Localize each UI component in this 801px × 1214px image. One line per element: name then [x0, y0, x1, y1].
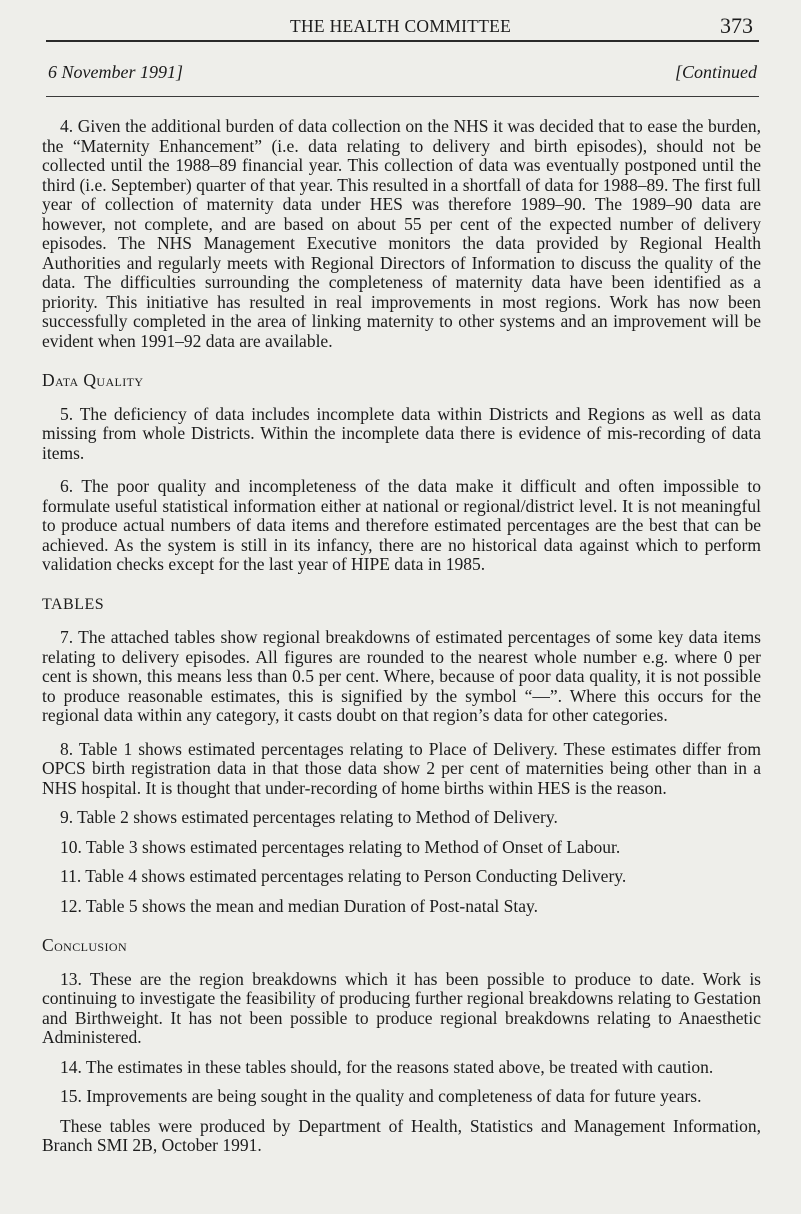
paragraph-7: 7. The attached tables show regional breakdowns of estimated percentages of some key data items relating to delivery episodes. All figures are rounded to the nearest whole number e.g. where 0 per cent is shown, this means less than 0.5 per cent. Where, because of poor data quality, it is not possible to produce reasonable estimates, this is signified by the symbol “—”. Where this occurs for the regional data within any category, it casts doubt on that region’s data for other categories.: [42, 627, 761, 725]
paragraph-14: 14. The estimates in these tables should, for the reasons stated above, be treated with caution.: [60, 1056, 714, 1077]
paragraph-4: 4. Given the additional burden of data collection on the NHS it was decided that to ease the burden, the “Maternity Enhancement” (i.e. data relating to delivery and birth episodes), should not be collected until the 1988–89 financial year. This collection of data was eventually postponed until the third (i.e. September) quarter of that year. This resulted in a shortfall of data for 1988–89. The first full year of collection of maternity data under HES was therefore 1989–90. The 1989–90 data are however, not complete, and are based on about 55 per cent of the expected number of delivery episodes. The NHS Management Executive monitors the data provided by Regional Health Authorities and regularly meets with Regional Directors of Information to discuss the quality of the data. The difficulties surrounding the completeness of maternity data have been identified as a priority. This initiative has resulted in real improvements in most regions. Work has now been successfully completed in the area of linking maternity to other systems and an improvement will be evident when 1991–92 data are available.: [42, 116, 761, 351]
header-rule: [46, 40, 759, 42]
session-date: 6 November 1991]: [48, 62, 183, 82]
heading-tables: TABLES: [42, 595, 105, 613]
paragraph-10: 10. Table 3 shows estimated percentages relating to Method of Onset of Labour.: [60, 836, 621, 857]
running-header: [42, 0, 761, 40]
page-number: 373: [720, 13, 753, 38]
running-title: THE HEALTH COMMITTEE: [290, 16, 512, 36]
heading-data-quality: Data Quality: [42, 370, 144, 390]
paragraph-9: 9. Table 2 shows estimated percentages relating to Method of Delivery.: [60, 807, 558, 827]
date-rule: [46, 96, 759, 97]
paragraph-5: 5. The deficiency of data includes incomplete data within Districts and Regions as well as data missing from whole Districts. Within the incomplete data there is evidence of mis-recording of data items.: [42, 403, 761, 463]
paragraph-6: 6. The poor quality and incompleteness of the data make it difficult and often impossible to formulate useful statistical information either at national or regional/district level. It is not meaningful to produce actual numbers of data items and therefore estimated percentages are the best that can be achieved. As the system is still in its infancy, there are no historical data against which to perform validation checks except for the last year of HIPE data in 1985.: [42, 476, 761, 574]
paragraph-15: 15. Improvements are being sought in the quality and completeness of data for future years.: [60, 1086, 702, 1106]
paragraph-11: 11. Table 4 shows estimated percentages relating to Person Conducting Delivery.: [60, 866, 627, 886]
date-line: [42, 56, 761, 96]
heading-conclusion: Conclusion: [42, 935, 128, 955]
paragraph-12: 12. Table 5 shows the mean and median Duration of Post-natal Stay.: [60, 895, 538, 916]
continued-label: [Continued: [674, 62, 757, 82]
closing-note: These tables were produced by Department of Health, Statistics and Management Information, Branch SMI 2B, October 1991.: [42, 1115, 761, 1155]
document-body: [42, 117, 761, 1156]
paragraph-8: 8. Table 1 shows estimated percentages relating to Place of Delivery. These estimates differ from OPCS birth registration data in that those data show 2 per cent of maternities being other than in a NHS hospital. It is thought that under-recording of home births within HES is the reason.: [42, 738, 761, 798]
paragraph-13: 13. These are the region breakdowns which it has been possible to produce to date. Work is continuing to investigate the feasibility of producing further regional breakdowns relating to Gestation and Birthweight. It has not been possible to produce regional breakdowns relating to Anaesthetic Administered.: [42, 968, 761, 1047]
